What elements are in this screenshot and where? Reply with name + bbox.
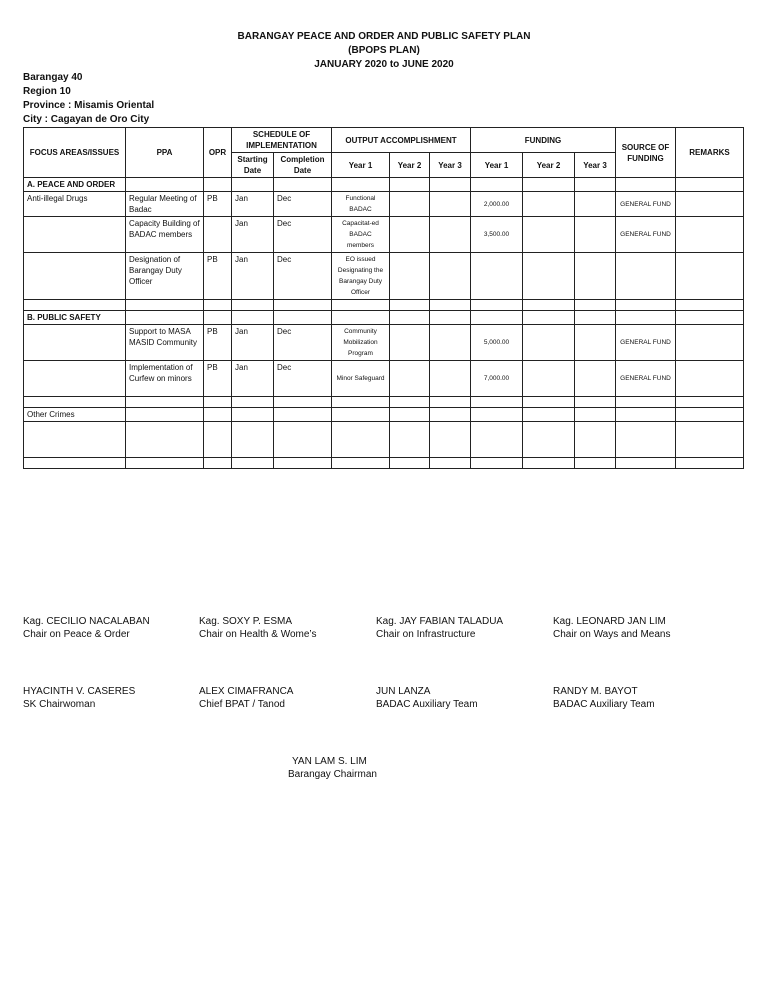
header-output-year3: Year 3 bbox=[430, 153, 471, 178]
signatory-role: Chair on Infrastructure bbox=[376, 629, 476, 640]
header-funding-year3: Year 3 bbox=[575, 153, 616, 178]
signatory-role: Chair on Ways and Means bbox=[553, 629, 671, 640]
header-ppa: PPA bbox=[126, 128, 204, 178]
signatory bbox=[199, 685, 293, 711]
start-cell: Jan bbox=[232, 192, 274, 217]
opr-cell: PB bbox=[204, 361, 232, 397]
end-cell: Dec bbox=[274, 192, 332, 217]
signatory-role: Chief BPAT / Tanod bbox=[199, 699, 285, 710]
section-row-a bbox=[24, 178, 744, 192]
signatory-name: Kag. SOXY P. ESMA bbox=[199, 616, 293, 627]
header-source: SOURCE OF FUNDING bbox=[616, 128, 676, 178]
section-row-b bbox=[24, 311, 744, 325]
end-cell: Dec bbox=[274, 217, 332, 253]
signatory-role: SK Chairwoman bbox=[23, 699, 96, 710]
table-row-empty bbox=[24, 300, 744, 311]
signatory bbox=[23, 615, 150, 641]
header-schedule: SCHEDULE OF IMPLEMENTATION bbox=[232, 128, 332, 153]
signatory-name: JUN LANZA bbox=[376, 686, 431, 697]
title-line-1: BARANGAY PEACE AND ORDER AND PUBLIC SAFETY PLAN bbox=[237, 31, 531, 42]
section-b-label: B. PUBLIC SAFETY bbox=[24, 311, 126, 325]
opr-cell bbox=[204, 217, 232, 253]
start-cell: Jan bbox=[232, 325, 274, 361]
signatory-name: Kag. LEONARD JAN LIM bbox=[553, 616, 666, 627]
focus-cell bbox=[24, 217, 126, 253]
section-a-label: A. PEACE AND ORDER bbox=[24, 178, 126, 192]
source-cell: GENERAL FUND bbox=[616, 217, 676, 253]
signatory-role: Chair on Health & Wome’s bbox=[199, 629, 317, 640]
signatory bbox=[376, 685, 478, 711]
document-title bbox=[0, 30, 768, 72]
table-row bbox=[24, 192, 744, 217]
header-completion: Completion Date bbox=[274, 153, 332, 178]
table-row-empty bbox=[24, 397, 744, 408]
ppa-cell: Regular Meeting of Badac bbox=[126, 192, 204, 217]
opr-cell: PB bbox=[204, 192, 232, 217]
plan-table bbox=[23, 127, 744, 469]
signatory-name: RANDY M. BAYOT bbox=[553, 686, 638, 697]
end-cell: Dec bbox=[274, 325, 332, 361]
ppa-cell: Support to MASA MASID Community bbox=[126, 325, 204, 361]
header-starting: Starting Date bbox=[232, 153, 274, 178]
chairman-signatory bbox=[288, 755, 377, 781]
header-opr: OPR bbox=[204, 128, 232, 178]
header-remarks: REMARKS bbox=[676, 128, 744, 178]
start-cell: Jan bbox=[232, 253, 274, 300]
table-row bbox=[24, 217, 744, 253]
header-output-year1: Year 1 bbox=[332, 153, 390, 178]
fund-cell bbox=[471, 253, 523, 300]
header-funding: FUNDING bbox=[471, 128, 616, 153]
table-row bbox=[24, 361, 744, 397]
header-output-year2: Year 2 bbox=[390, 153, 430, 178]
header-focus: FOCUS AREAS/ISSUES bbox=[24, 128, 126, 178]
output-cell: Community Mobilization Program bbox=[332, 325, 390, 361]
fund-cell: 5,000.00 bbox=[471, 325, 523, 361]
output-cell: Functional BADAC bbox=[332, 192, 390, 217]
table-row bbox=[24, 408, 744, 422]
province-label: Province : Misamis Oriental bbox=[23, 100, 155, 111]
signatory-role: BADAC Auxiliary Team bbox=[376, 699, 478, 710]
ppa-cell: Capacity Building of BADAC members bbox=[126, 217, 204, 253]
focus-cell: Anti-illegal Drugs bbox=[24, 192, 126, 217]
header-output: OUTPUT ACCOMPLISHMENT bbox=[332, 128, 471, 153]
fund-cell: 7,000.00 bbox=[471, 361, 523, 397]
source-cell: GENERAL FUND bbox=[616, 192, 676, 217]
fund-cell: 3,500.00 bbox=[471, 217, 523, 253]
signatory bbox=[553, 685, 655, 711]
signatory bbox=[553, 615, 670, 641]
source-cell bbox=[616, 253, 676, 300]
start-cell: Jan bbox=[232, 361, 274, 397]
start-cell: Jan bbox=[232, 217, 274, 253]
signatory-role: BADAC Auxiliary Team bbox=[553, 699, 655, 710]
end-cell: Dec bbox=[274, 361, 332, 397]
signatory-name: Kag. JAY FABIAN TALADUA bbox=[376, 616, 504, 627]
opr-cell: PB bbox=[204, 325, 232, 361]
ppa-cell: Implementation of Curfew on minors bbox=[126, 361, 204, 397]
table-row-empty bbox=[24, 458, 744, 469]
output-cell: Minor Safeguard bbox=[332, 361, 390, 397]
signatory bbox=[23, 685, 135, 711]
chairman-role: Barangay Chairman bbox=[288, 769, 377, 780]
signatory-name: HYACINTH V. CASERES bbox=[23, 686, 136, 697]
fund-cell: 2,000.00 bbox=[471, 192, 523, 217]
chairman-name: YAN LAM S. LIM bbox=[292, 756, 367, 767]
region-label: Region 10 bbox=[23, 86, 71, 97]
barangay-label: Barangay 40 bbox=[23, 72, 83, 83]
header-funding-year1: Year 1 bbox=[471, 153, 523, 178]
signatory-name: ALEX CIMAFRANCA bbox=[199, 686, 294, 697]
other-crimes-label: Other Crimes bbox=[24, 408, 126, 422]
end-cell: Dec bbox=[274, 253, 332, 300]
header-funding-year2: Year 2 bbox=[523, 153, 575, 178]
city-label: City : Cagayan de Oro City bbox=[23, 114, 150, 125]
table-row bbox=[24, 325, 744, 361]
title-line-2: (BPOPS PLAN) bbox=[348, 45, 420, 56]
source-cell: GENERAL FUND bbox=[616, 325, 676, 361]
output-cell: Capacitat-ed BADAC members bbox=[332, 217, 390, 253]
output-cell: EO issued Designating the Barangay Duty Officer bbox=[332, 253, 390, 300]
opr-cell: PB bbox=[204, 253, 232, 300]
source-cell: GENERAL FUND bbox=[616, 361, 676, 397]
table-row bbox=[24, 253, 744, 300]
focus-cell bbox=[24, 253, 126, 300]
signatory bbox=[376, 615, 503, 641]
signatory bbox=[199, 615, 316, 641]
signatory-name: Kag. CECILIO NACALABAN bbox=[23, 616, 150, 627]
location-info bbox=[23, 71, 154, 127]
ppa-cell: Designation of Barangay Duty Officer bbox=[126, 253, 204, 300]
signatory-role: Chair on Peace & Order bbox=[23, 629, 130, 640]
title-line-3: JANUARY 2020 to JUNE 2020 bbox=[314, 59, 454, 70]
table-row-empty bbox=[24, 422, 744, 458]
